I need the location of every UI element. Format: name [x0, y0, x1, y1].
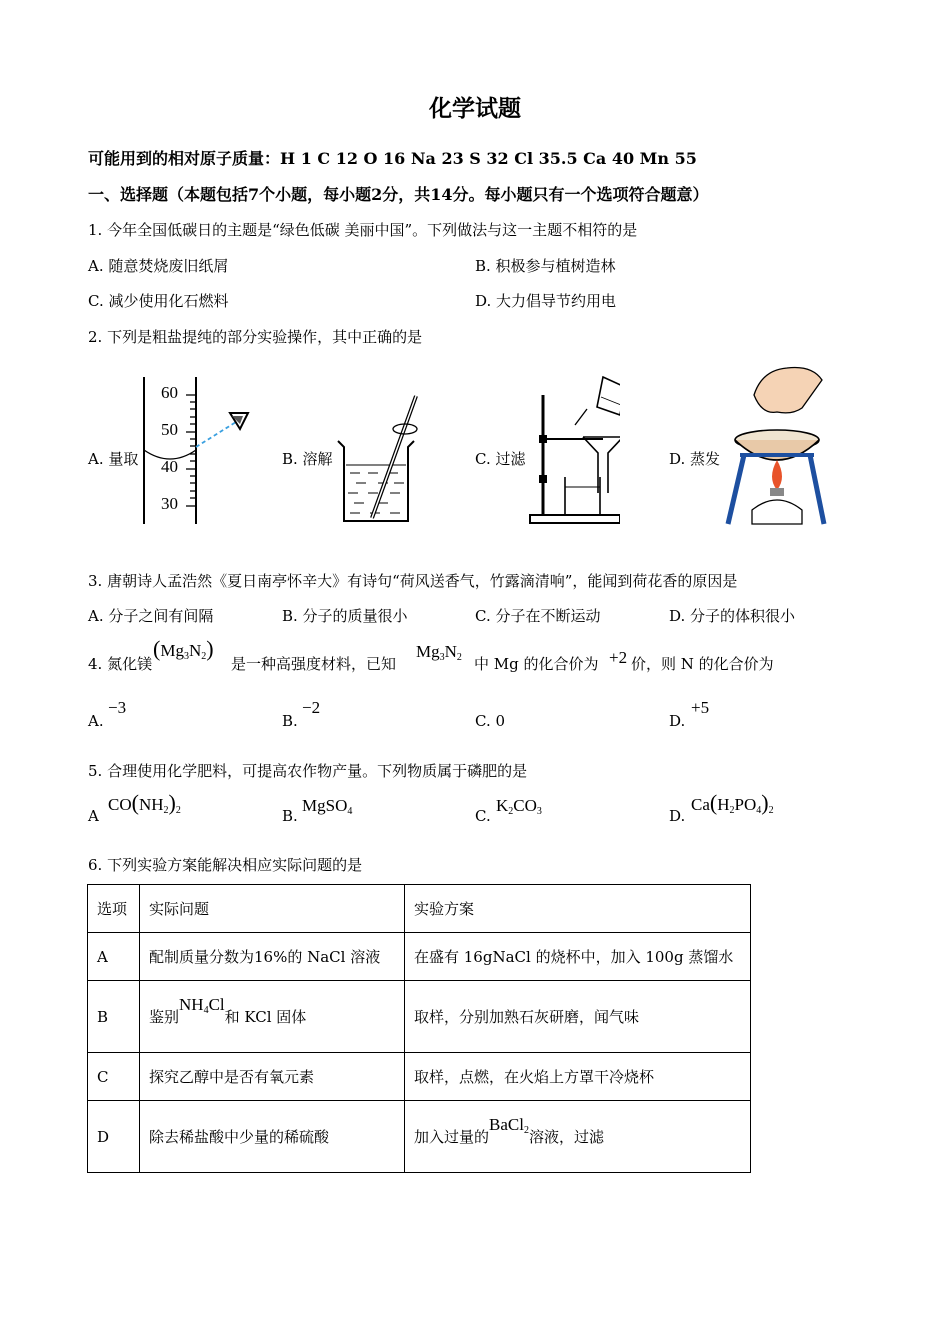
row-d-option: D: [88, 1101, 140, 1173]
row-d-plan-post: 溶液，过滤: [528, 1127, 604, 1146]
q1-stem: 1. 今年全国低碳日的主题是“绿色低碳 美丽中国”。下列做法与这一主题不相符的是: [88, 221, 638, 239]
q1-option-c: C. 减少使用化石燃料: [88, 292, 229, 310]
q5-option-d-label: D.: [669, 807, 686, 825]
q3-option-d: D. 分子的体积很小: [669, 607, 796, 625]
q4-option-d-label: D.: [669, 712, 686, 730]
beaker-dissolve-diagram: [328, 393, 428, 528]
row-c-plan: 取样，点燃，在火焰上方罩干冷烧杯: [405, 1053, 751, 1101]
q1-option-b: B. 积极参与植树造林: [475, 257, 616, 275]
row-b-problem: [140, 981, 405, 1053]
table-row: [88, 933, 751, 981]
q6-table: [87, 884, 751, 1173]
q2-stem: 2. 下列是粗盐提纯的部分实验操作，其中正确的是: [88, 328, 423, 346]
tick-60: 60: [161, 383, 178, 402]
q5-option-b-label: B.: [282, 807, 298, 825]
q6-stem: 6. 下列实验方案能解决相应实际问题的是: [88, 856, 363, 874]
tick-30: 30: [161, 494, 178, 513]
q3-option-c: C. 分子在不断运动: [475, 607, 601, 625]
row-a-plan: 在盛有 16gNaCl 的烧杯中，加入 100g 蒸馏水: [405, 933, 751, 981]
filtration-diagram: [525, 375, 620, 527]
row-b-plan: 取样，分别加熟石灰研磨，闻气味: [405, 981, 751, 1053]
formula-nh4cl: $NH_4Cl$: [179, 994, 225, 1016]
row-a-option: A: [88, 933, 140, 981]
table-row: [88, 1101, 751, 1173]
q4-text-4: 价，则 N 的化合价为: [631, 655, 774, 673]
q4-valence: +2: [609, 648, 628, 667]
q4-text-1: 4. 氮化镁: [88, 655, 153, 673]
q2-option-b: B. 溶解: [282, 450, 333, 468]
q4-text-2: 是一种高强度材料，已知: [231, 655, 397, 673]
q3-option-a: A. 分子之间有间隔: [88, 607, 214, 625]
formula-mg3n2: $Mg_3N_2$: [416, 642, 462, 663]
formula-ca-h2po4: $Ca(H_2PO_4)_2$: [691, 790, 774, 816]
table-row: [88, 1053, 751, 1101]
tick-50: 50: [161, 420, 178, 439]
q4-option-c: C. 0: [475, 712, 506, 730]
q4-option-b-label: B.: [282, 712, 298, 730]
row-b-problem-pre: 鉴别: [149, 1007, 180, 1026]
formula-urea: $CO(NH_2)_2$: [108, 790, 181, 816]
header-option: 选项: [88, 885, 140, 933]
page-title: 化学试题: [429, 95, 521, 122]
table-header-row: [88, 885, 751, 933]
header-plan: 实验方案: [405, 885, 751, 933]
q4-text-3: 中 Mg 的化合价为: [474, 655, 599, 673]
q4-option-d-value: +5: [691, 698, 710, 717]
q4-option-a-label: A.: [88, 712, 104, 730]
table-row: [88, 981, 751, 1053]
q2-option-d: D. 蒸发: [669, 450, 721, 468]
row-c-option: C: [88, 1053, 140, 1101]
row-b-option: B: [88, 981, 140, 1053]
row-d-plan-pre: 加入过量的: [414, 1127, 490, 1146]
header-problem: 实际问题: [140, 885, 405, 933]
q3-option-b: B. 分子的质量很小: [282, 607, 408, 625]
q5-option-c-label: C.: [475, 807, 491, 825]
tick-40: 40: [161, 457, 178, 476]
row-a-problem: 配制质量分数为16%的 NaCl 溶液: [140, 933, 405, 981]
formula-mg3n2-paren: $(Mg_3N_2)$: [153, 636, 214, 662]
formula-k2co3: $K_2CO_3$: [496, 796, 542, 817]
atomic-masses: 可能用到的相对原子质量：H 1 C 12 O 16 Na 23 S 32 Cl 35.5 Ca 40 Mn 55: [88, 149, 697, 168]
q3-stem: 3. 唐朝诗人孟浩然《夏日南亭怀辛大》有诗句“荷风送香气，竹露滴清响”，能闻到荷花香的原因是: [88, 572, 738, 590]
evaporation-diagram: [722, 360, 832, 528]
q4-option-a-value: −3: [108, 698, 127, 717]
q5-option-a-label: A: [88, 807, 99, 825]
section-heading: 一、选择题（本题包括7个小题，每小题2分，共14分。每小题只有一个选项符合题意）: [88, 185, 709, 204]
q1-option-a: A. 随意焚烧废旧纸屑: [88, 257, 229, 275]
formula-bacl2: BaCl$_2$: [489, 1114, 529, 1136]
q4-option-b-value: −2: [302, 698, 321, 717]
q2-option-a: A. 量取: [88, 450, 139, 468]
q1-option-d: D. 大力倡导节约用电: [475, 292, 617, 310]
q2-option-c: C. 过滤: [475, 450, 526, 468]
row-d-problem: 除去稀盐酸中少量的稀硫酸: [140, 1101, 405, 1173]
graduated-cylinder-diagram: [138, 372, 258, 527]
q5-stem: 5. 合理使用化学肥料，可提高农作物产量。下列物质属于磷肥的是: [88, 762, 528, 780]
row-d-plan: [405, 1101, 751, 1173]
formula-mgso4: MgSO$_4$: [302, 796, 353, 817]
row-c-problem: 探究乙醇中是否有氧元素: [140, 1053, 405, 1101]
row-b-problem-post: 和 KCl 固体: [224, 1007, 307, 1026]
